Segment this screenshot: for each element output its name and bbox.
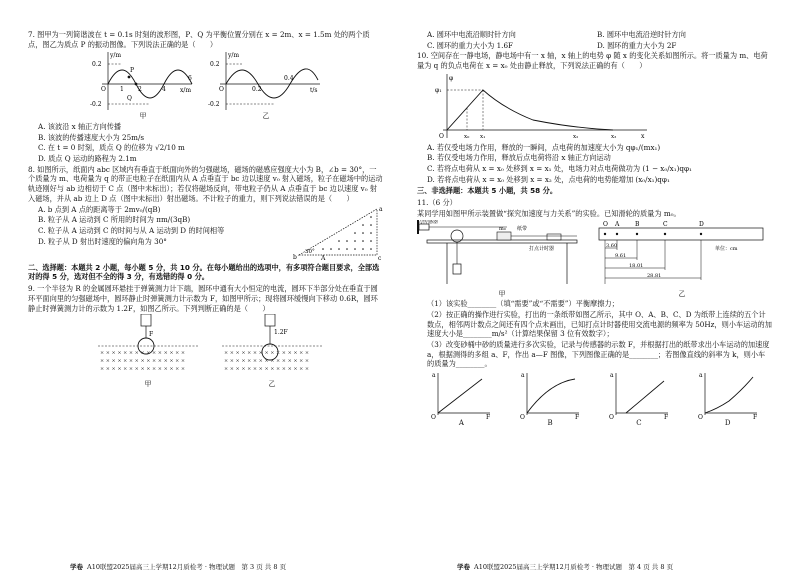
x-axis-label: t/s	[310, 87, 318, 95]
caption-jia: 甲	[498, 289, 506, 298]
graph-caption: B	[547, 419, 553, 428]
svg-text:× × × × × × × × × × × × × × ×: × × × × × × × × × × × × × × ×	[224, 366, 310, 373]
q7-fig-jia	[88, 50, 198, 121]
caption-yi: 乙	[262, 112, 270, 121]
vertex-b-label: b	[293, 253, 297, 261]
q7-fig-yi	[206, 50, 326, 121]
q7-option-d: D. 质点 Q 运动的路程为 2.1m	[38, 154, 137, 164]
q9-option-a: A. 圆环中电流沿顺时针方向	[427, 30, 516, 39]
section-3-heading: 三、非选择题：本题共 5 小题，共 58 分。	[417, 186, 558, 196]
q8-options	[28, 205, 293, 261]
graph-x-label: F	[752, 414, 757, 420]
q8-option-a: A. b 点到 A 点的距离等于 2mv₀/(qB)	[38, 204, 161, 214]
angle-label: 30°	[305, 248, 315, 255]
q11-fig-jia	[417, 220, 587, 299]
a-f-graph	[697, 371, 759, 419]
q9-options-row-2	[427, 41, 772, 51]
vertex-a-label: a	[379, 205, 383, 213]
svg-text:× × × × × × × × × × × × × × ×: × × × × × × × × × × × × × × ×	[224, 350, 310, 357]
apparatus-diagram	[417, 220, 587, 290]
caption-yi: 乙	[678, 289, 686, 298]
x0-label: x₀	[464, 133, 470, 140]
graph-option-a	[430, 371, 492, 428]
tick-label: 0.2	[210, 61, 220, 69]
graph-origin: O	[431, 414, 437, 420]
potential-graph	[433, 72, 653, 140]
y-axis-label: y/m	[228, 52, 240, 60]
q9-options-row-1	[427, 30, 772, 40]
tick-label: 0.4	[284, 75, 294, 83]
paper-tape-label: 纸带	[517, 225, 528, 232]
q11-figures	[417, 220, 772, 299]
point-label: P	[130, 67, 135, 75]
q7-option-a: A. 该波沿 x 轴正方向传播	[38, 121, 122, 131]
svg-text:× × × × × × × × × × × × × × ×: × × × × × × × × × × × × × × ×	[224, 358, 310, 365]
tick-label: 1	[120, 86, 124, 94]
graph-x-label: F	[486, 414, 491, 420]
paper-tape-diagram	[597, 220, 767, 290]
brand-logo: 学卷	[457, 563, 470, 572]
tick-label: 0.2	[92, 61, 102, 69]
caption-jia: 甲	[139, 112, 147, 121]
x-axis-label: x	[641, 132, 645, 140]
right-footer	[457, 563, 673, 572]
graph-caption: A	[458, 419, 464, 428]
right-page	[397, 0, 794, 578]
force-label: F	[149, 331, 154, 339]
distance-oc: 18.01	[629, 262, 644, 269]
graph-y-label: a	[432, 372, 436, 380]
q8-option-d: D. 粒子从 D 射出时速度的偏向角为 30°	[38, 236, 167, 246]
graph-x-label: F	[575, 414, 580, 420]
vibration-graph	[206, 50, 326, 112]
x1-label: x₁	[480, 133, 486, 140]
tick-label: -0.2	[208, 101, 220, 109]
tick-label: -0.2	[90, 101, 102, 109]
graph-origin: O	[608, 414, 614, 420]
q11-part-2: （2）按正确的操作进行实验，打出的一条纸带如图乙所示，其中 O、A、B、C、D 为纸带上连续的五个计数点，相邻两计数点之间还有四个点未画出，已知打点计时器使用交流电源的频率为 50Hz，则小车运动的加速度大小是________m/s²（计算结果保留 3 位有效数字）；	[427, 309, 772, 339]
q10-option-a: A. 若仅受电场力作用，释放的一瞬间，点电荷的加速度大小为 qφ₁/(mx₁)	[427, 142, 661, 152]
q8-option-b: B. 粒子从 A 运动到 C 所用的时间为 πm/(3qB)	[38, 215, 191, 225]
graph-caption: C	[636, 419, 642, 428]
timer-label: 打点计时器	[529, 245, 555, 252]
q7-option-b: B. 该波的传播速度大小为 25m/s	[38, 132, 145, 142]
q8-option-c: C. 粒子从 A 运动到 C 的时间与从 A 运动到 D 的时间相等	[38, 226, 225, 236]
q8-body	[28, 205, 383, 261]
graph-x-label: F	[663, 414, 669, 420]
q9-option-d: D. 圆环的重力大小为 2F	[597, 40, 677, 50]
q11-part-1: （1）该实验________（填“需要”或“不需要”）平衡摩擦力；	[427, 299, 619, 309]
q9-stem: 9. 一个半径为 R 的金属圆环悬挂于弹簧测力计下端，圆环中通有大小恒定的电流，圆环下半部分处在垂直于圆环平面向里的匀强磁场中，圆环静止时弹簧测力计示数为 F，如图甲所示；现将圆环缓慢向下移动 0.6R，圆环静止时弹簧测力计的示数为 1.2F，如图乙所示。下列判断正确的是（ ）	[28, 284, 378, 313]
force-sensor-label: 力传感器	[418, 219, 439, 225]
x2-label: x₂	[573, 133, 579, 140]
svg-text:× × × × × × × × × × × × × × ×: × × × × × × × × × × × × × × ×	[100, 358, 186, 365]
y-axis-label: y/m	[110, 52, 122, 60]
distance-od: 28.81	[647, 272, 662, 279]
point-label: Q	[127, 95, 132, 103]
x-axis-label: x/m	[180, 87, 192, 95]
tick-label: 6	[188, 75, 192, 83]
ring-figure	[98, 314, 198, 380]
graph-option-c	[608, 371, 670, 428]
graph-caption: D	[724, 419, 731, 428]
left-footer	[70, 563, 286, 572]
force-label: 1.2F	[274, 329, 288, 337]
q9-fig-yi	[222, 314, 322, 389]
section-2-heading: 二、选择题：本题共 2 小题，每小题 5 分，共 10 分。在每小题给出的选项中，有多项符合题目要求，全部选对的得 5 分，选对但不全的得 3 分，有选错的得 0 分。	[28, 262, 380, 282]
phi-axis-label: φ	[449, 74, 454, 82]
tick-label: 0.2	[252, 86, 262, 94]
footer-text: A10联盟2025届高三上学期12月质检考 · 物理试题 第 3 页 共 8 页	[87, 563, 287, 572]
ring-figure-lowered	[222, 314, 322, 380]
phi1-label: φ₁	[435, 86, 442, 94]
q11-stem: 某同学用如图甲所示装置做“探究加速度与力关系”的实验。已知滑轮的质量为 m₀。	[417, 208, 681, 218]
q11-graph-options	[417, 371, 772, 428]
q9-option-b: B. 圆环中电流沿逆时针方向	[597, 30, 686, 39]
q11-head: 11.（6 分）	[417, 198, 457, 208]
origin-label: O	[439, 132, 444, 140]
caption-jia: 甲	[144, 380, 152, 389]
q10-option-c: C. 若将点电荷从 x = x₀ 处移到 x = x₁ 处，电场力对点电荷做功为 (1 − x₀/x₁)qφ₁	[427, 164, 692, 174]
point-a-label: A	[321, 254, 326, 261]
graph-option-b	[519, 371, 581, 428]
brand-logo: 学卷	[70, 563, 83, 572]
vertex-c-label: c	[378, 254, 382, 261]
graph-origin: O	[520, 414, 526, 420]
tape-point-o: O	[603, 220, 608, 228]
q9-option-c: C. 圆环的重力大小为 1.6F	[427, 40, 514, 50]
svg-text:× × × × × × × × × × × × × × ×: × × × × × × × × × × × × × × ×	[100, 366, 186, 373]
a-f-graph	[430, 371, 492, 419]
tape-point-c: C	[663, 220, 668, 228]
wave-graph	[88, 50, 198, 112]
q11-part-3: （3）改变砂桶中砂的质量进行多次实验，记录与传感器的示数 F，并根据打出的纸带求出小车运动的加速度 a，根据测得的多组 a、F，作出 a—F 图像，下列图像正确的是________；若图像直线的斜率为 k，则小车的质量为________。	[427, 339, 770, 369]
graph-y-label: a	[698, 372, 703, 380]
pulley-mass-label: m₀	[499, 225, 506, 232]
q10-stem: 10. 空间存在一静电场，静电场中有一 x 轴，x 轴上的电势 φ 随 x 的变化关系如图所示。将一质量为 m、电荷量为 q 的负点电荷在 x = x₀ 处由静止释放，下列说法正确的有（ ）	[417, 51, 768, 71]
q10-option-d: D. 若将点电荷从 x = x₀ 处移到 x = x₂ 处，点电荷的电势能增加 (x₀/x₁)qφ₁	[427, 174, 670, 184]
tick-label: 2	[138, 86, 142, 94]
graph-option-d	[697, 371, 759, 428]
q10-option-b: B. 若仅受电场力作用，释放后点电荷将沿 x 轴正方向运动	[427, 153, 611, 163]
q8-stem: 8. 如图所示，纸面内 abc 区域内有垂直于纸面向外的匀强磁场，磁场的磁感应强度大小为 B，∠b = 30°，一个质量为 m、电荷量为 q 的带正电粒子在纸面内从 A 点垂直于 bc 边以速度 v₀ 射入磁场，粒子在磁场中的运动轨迹刚好与 ab 边相切于 C 点（图中未标出）；若仅将磁场反向，带电粒子仍从 A 点垂直于 bc 边以速度 v₀ 射入磁场，并从 ab 边上 D 点（图中未标出）射出磁场。不计粒子的重力，则下列说法错误的是（ ）	[28, 164, 383, 203]
q11-fig-yi	[597, 220, 767, 299]
a-f-graph	[519, 371, 581, 419]
q7-option-c: C. 在 t = 0 时刻，质点 Q 的位移为 √2/10 m	[38, 143, 185, 153]
distance-ob: 9.61	[615, 252, 627, 259]
distance-oa: 3.60	[606, 242, 618, 249]
graph-y-label: a	[521, 372, 525, 380]
footer-text: A10联盟2025届高三上学期12月质检考 · 物理试题 第 4 页 共 8 页	[474, 563, 674, 572]
tape-point-a: A	[615, 220, 620, 228]
x3-label: x₃	[611, 133, 617, 140]
magnetic-field-triangle	[293, 205, 383, 261]
tick-label: 4	[162, 86, 166, 94]
svg-text:× × × × × × × × × × × × × × ×: × × × × × × × × × × × × × × ×	[100, 350, 186, 357]
q9-fig-jia	[98, 314, 198, 389]
graph-y-label: a	[609, 372, 614, 380]
q9-figures	[98, 314, 383, 389]
tape-point-b: B	[635, 220, 640, 228]
caption-yi: 乙	[268, 380, 276, 389]
tick-label: O	[219, 86, 224, 94]
tape-point-d: D	[699, 220, 704, 228]
graph-origin: O	[697, 414, 703, 420]
unit-label: 单位：cm	[715, 245, 738, 252]
tick-label: O	[101, 86, 106, 94]
a-f-graph	[608, 371, 670, 419]
q7-stem: 7. 图甲为一列简谐波在 t = 0.1s 时刻的波形图，P、Q 为平衡位置分别在 x = 2m、x = 1.5m 处的两个质点，图乙为质点 P 的振动图像。下列说法正确的是（ ）	[28, 30, 370, 49]
q7-figures	[88, 50, 383, 121]
